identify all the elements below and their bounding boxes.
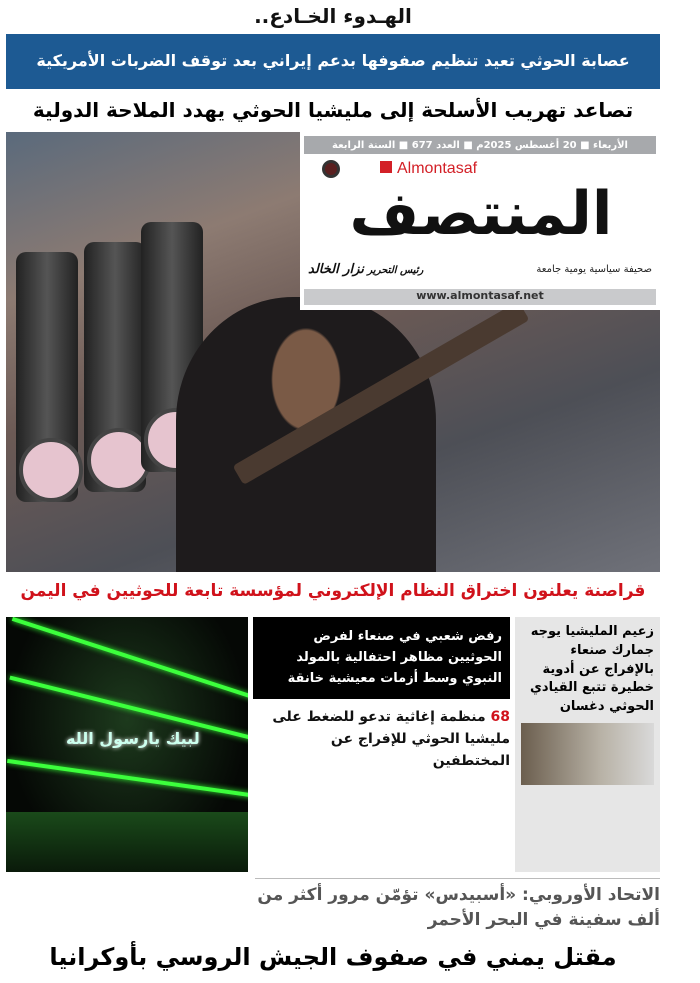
middle-column	[253, 617, 510, 872]
red-headline[interactable]: قراصنة يعلنون اختراق النظام الإلكتروني لمؤسسة تابعة للحوثيين في اليمن	[20, 581, 646, 601]
editor-credit	[308, 262, 488, 277]
top-banner-headline[interactable]: عصابة الحوثي تعيد تنظيم صفوفها بدعم إيراني بعد توقف الضربات الأمريكية	[6, 34, 660, 89]
side-story-headline: زعيم المليشيا يوجه جمارك صنعاء بالإفراج عن أدوية خطيرة تتبع القيادي الحوثي دغسان	[530, 623, 654, 715]
masthead	[300, 132, 660, 310]
mawlid-photo	[6, 617, 248, 872]
editor-label: رئيس التحرير	[367, 265, 424, 276]
pipe-graphic	[16, 252, 78, 502]
side-story-photo	[521, 723, 654, 785]
weapons-photo	[6, 132, 660, 572]
bottom-headline[interactable]: مقتل يمني في صفوف الجيش الروسي بأوكرانيا	[49, 943, 617, 972]
logo-arabic: المنتصف	[349, 179, 613, 249]
main-headline[interactable]: تصاعد تهريب الأسلحة إلى مليشيا الحوثي يهدد الملاحة الدولية	[32, 98, 634, 122]
cars-area	[6, 812, 248, 872]
website-url[interactable]: www.almontasaf.net	[304, 289, 656, 305]
tagline: صحيفة سياسية يومية جامعة	[536, 264, 652, 275]
side-story[interactable]	[515, 617, 660, 872]
photo-sign: لبيك يارسول الله	[66, 728, 200, 748]
eu-row	[6, 878, 660, 932]
ngo-count: 68	[490, 709, 510, 726]
light-string	[7, 759, 248, 799]
pipe-graphic	[84, 242, 146, 492]
eu-headline[interactable]: الاتحاد الأوروبي: «أسبيدس» تؤمّن مرور أكثر من ألف سفينة في البحر الأحمر	[255, 878, 660, 932]
editor-name: نزار الخالد	[308, 262, 364, 277]
ngo-text: منظمة إغاثية تدعو للضغط على مليشيا الحوثي للإفراج عن المختطفين	[272, 709, 510, 769]
crosshair-icon	[322, 160, 340, 178]
bottom-stories	[6, 617, 660, 872]
mawlid-headline[interactable]: رفض شعبي في صنعاء لفرض الحوثيين مظاهر احتفالية بالمولد النبوي وسط أزمات معيشية خانقة	[253, 617, 510, 699]
ngo-headline[interactable]	[253, 707, 510, 772]
dateline: الأربعاء ■ 20 أغسطس 2025م ■ العدد 677 ■ السنة الرابعة	[304, 136, 656, 154]
kicker-headline: الهـدوء الخـادع..	[254, 4, 412, 28]
logo-english: Almontasaf	[380, 160, 477, 178]
